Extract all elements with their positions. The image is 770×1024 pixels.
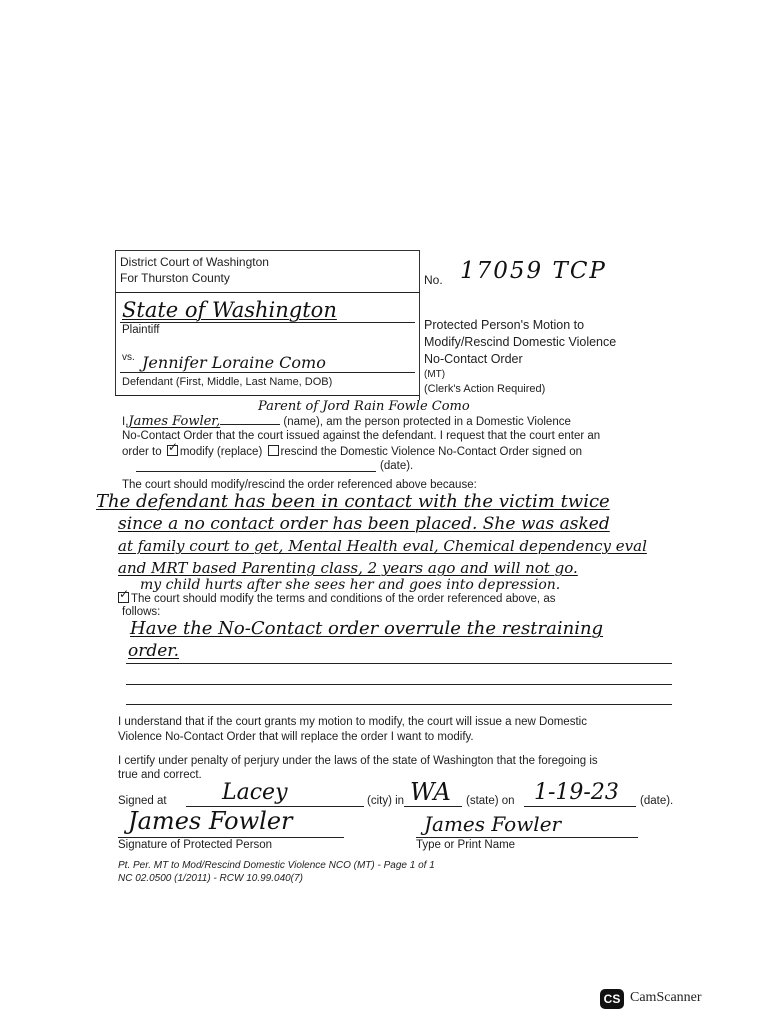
because-line-4: and MRT based Parenting class, 2 years ago and will not go. xyxy=(118,559,578,577)
city-label: (city) in xyxy=(367,795,405,807)
caption-court-underline xyxy=(115,292,420,293)
terms-blank-line-3 xyxy=(126,704,672,705)
date-line xyxy=(524,806,636,807)
terms-label-line1 xyxy=(116,592,555,605)
terms-checkbox[interactable] xyxy=(118,592,129,603)
because-line-1: The defendant has been in contact with the victim twice xyxy=(96,491,610,512)
because-line-3: at family court to get, Mental Health eval, Chemical dependency eval xyxy=(118,537,647,555)
understand-line1: I understand that if the court grants my motion to modify, the court will issue a new Domestic xyxy=(118,716,587,728)
motion-title-line3: No-Contact Order xyxy=(424,352,523,366)
motion-title-line1: Protected Person's Motion to xyxy=(424,318,585,332)
terms-blank-line-2 xyxy=(126,684,672,685)
caption-divider xyxy=(419,250,420,400)
terms-label-line2: follows: xyxy=(122,606,161,618)
because-line-2: since a no contact order has been placed. She was asked xyxy=(118,514,610,534)
case-number-value: 17059 TCP xyxy=(460,258,607,284)
defendant-line xyxy=(120,372,415,373)
signature-label: Signature of Protected Person xyxy=(118,839,273,851)
clerk-note: (Clerk's Action Required) xyxy=(424,383,546,395)
modify-label: modify (replace) xyxy=(179,446,263,458)
printed-name-label: Type or Print Name xyxy=(416,839,516,851)
intro-line3 xyxy=(122,445,582,458)
state-label: (state) on xyxy=(466,795,515,807)
certify-line1: I certify under penalty of perjury under the laws of the state of Washington that the foregoing is xyxy=(118,755,598,767)
state-line xyxy=(404,806,462,807)
motion-title-line2: Modify/Rescind Domestic Violence xyxy=(424,335,617,349)
terms-blank-line-1 xyxy=(126,663,672,664)
rescind-checkbox[interactable] xyxy=(268,445,279,456)
signed-on-date-line xyxy=(136,471,376,472)
court-name-line2: For Thurston County xyxy=(120,271,230,285)
vs-label: vs. xyxy=(122,352,135,363)
signed-state: WA xyxy=(410,778,451,806)
signature-value: James Fowler xyxy=(128,807,293,835)
date-label: (date). xyxy=(640,795,674,807)
terms-line-1: Have the No-Contact order overrule the restraining xyxy=(130,618,604,639)
plaintiff-line xyxy=(120,322,415,323)
case-number-label: No. xyxy=(424,273,443,287)
terms-line-2: order. xyxy=(128,641,179,661)
modify-checkbox[interactable] xyxy=(167,445,178,456)
camscanner-badge: CS xyxy=(600,989,624,1009)
court-name-line1: District Court of Washington xyxy=(120,255,269,269)
protected-person-name: James Fowler, xyxy=(128,414,221,429)
caption-left-bottom-border xyxy=(115,395,420,396)
intro-line1-text: (name), am the person protected in a Domestic Violence xyxy=(283,416,571,428)
footer-line1: Pt. Per. MT to Mod/Rescind Domestic Violence NCO (MT) - Page 1 of 1 xyxy=(118,860,435,871)
rescind-label: rescind the Domestic Violence No-Contact Order signed on xyxy=(280,446,582,458)
intro-line1: I,James Fowler, (name), am the person protected in a Domestic Violence xyxy=(122,414,571,429)
plaintiff-label: Plaintiff xyxy=(122,324,160,336)
signed-on-date-label: (date). xyxy=(380,460,414,472)
because-label: The court should modify/rescind the order referenced above because: xyxy=(122,479,477,491)
understand-line2: Violence No-Contact Order that will replace the order I want to modify. xyxy=(118,731,474,743)
footer-line2: NC 02.0500 (1/2011) - RCW 10.99.040(7) xyxy=(118,873,303,884)
signed-at-label: Signed at xyxy=(118,795,167,807)
printed-name-value: James Fowler xyxy=(424,812,562,836)
defendant-label: Defendant (First, Middle, Last Name, DOB) xyxy=(122,376,333,388)
parent-note-handwritten: Parent of Jord Rain Fowle Como xyxy=(258,399,470,414)
signed-city: Lacey xyxy=(222,780,288,805)
motion-code: (MT) xyxy=(424,369,446,380)
camscanner-text: CamScanner xyxy=(630,990,702,1005)
printed-name-line xyxy=(416,837,638,838)
plaintiff-name: State of Washington xyxy=(122,298,337,322)
because-line-5: my child hurts after she sees her and goes into depression. xyxy=(140,577,561,593)
signature-line xyxy=(118,837,344,838)
intro-line2: No-Contact Order that the court issued against the defendant. I request that the court enter an xyxy=(122,430,601,442)
defendant-name: Jennifer Loraine Como xyxy=(142,353,326,372)
terms-label-text: The court should modify the terms and conditions of the order referenced above, as xyxy=(131,593,556,605)
certify-line2: true and correct. xyxy=(118,769,202,781)
order-to-label: order to xyxy=(122,446,162,458)
signed-date: 1-19-23 xyxy=(534,780,619,805)
